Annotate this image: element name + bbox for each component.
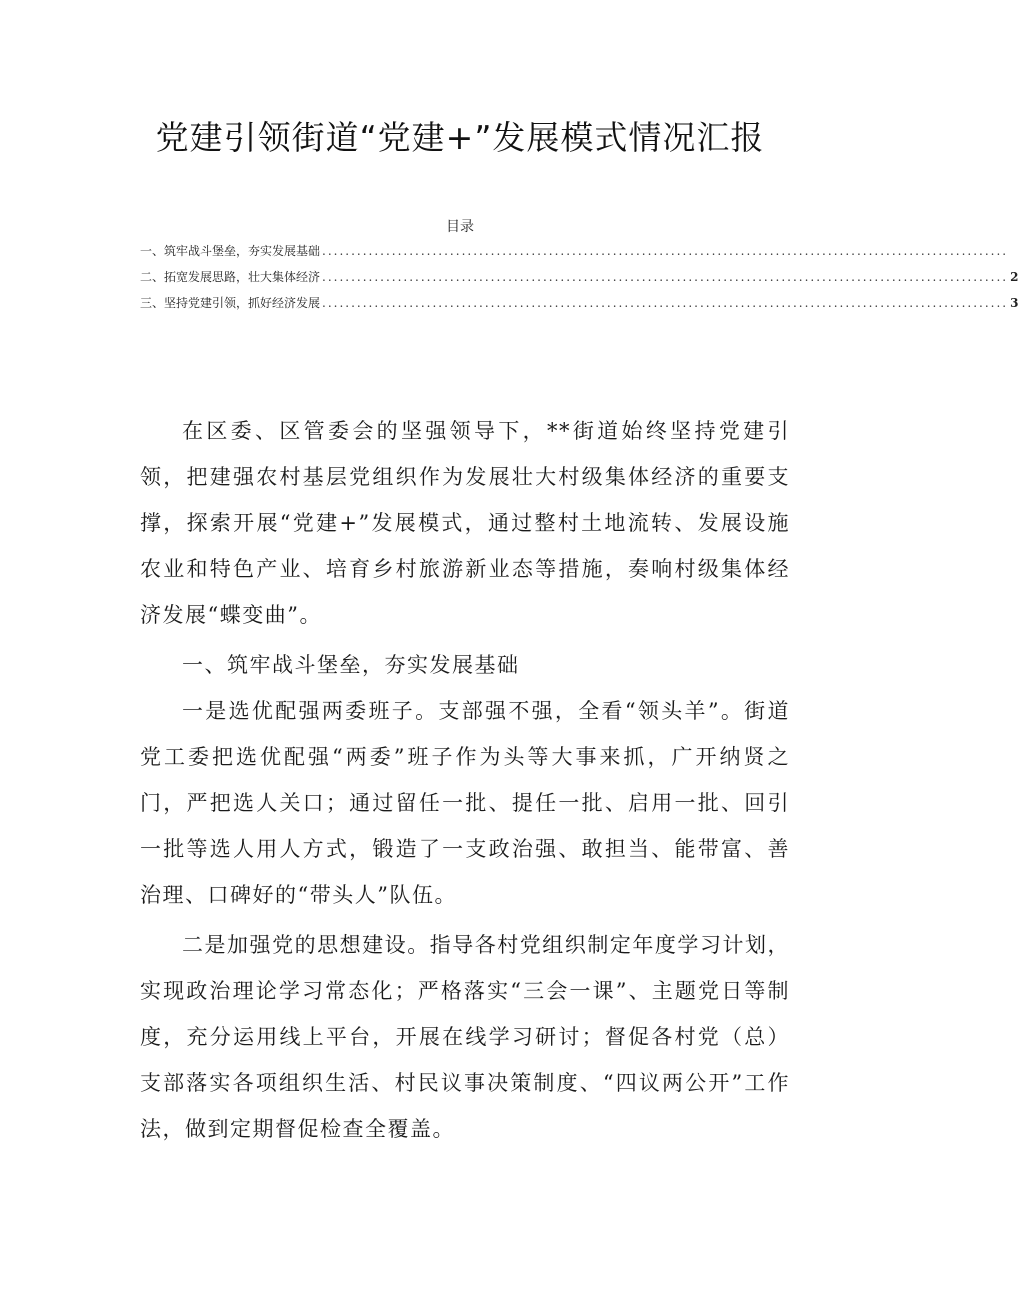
body-paragraph: 一是选优配强两委班子。支部强不强，全看“领头羊”。街道党工委把选优配强“两委”班子作为头等大事来抓，广开纳贤之门，严把选人关口；通过留任一批、提任一批、启用一批、回引一批等选人用人方式，锻造了一支政治强、敢担当、能带富、善治理、口碑好的“带头人”队伍。 (140, 699, 790, 907)
toc-entry-page: 2 (1010, 270, 1018, 284)
toc-entry-text: 一、筑牢战斗堡垒，夯实发展基础 (140, 244, 321, 258)
table-of-contents (140, 242, 1018, 320)
toc-entry[interactable] (140, 242, 1009, 268)
toc-entry-page: 3 (1010, 296, 1018, 310)
document-title: 党建引领街道“党建+”发展模式情况汇报 (155, 118, 765, 157)
toc-entry-text: 二、拓宽发展思路，壮大集体经济 (140, 270, 321, 284)
toc-leader-dots: ...................................................................................................................... (322, 244, 1009, 258)
body-paragraph: 二是加强党的思想建设。指导各村党组织制定年度学习计划，实现政治理论学习常态化；严格落实“三会一课”、主题党日等制度，充分运用线上平台，开展在线学习研讨；督促各村党（总）支部落实各项组织生活、村民议事决策制度、“四议两公开”工作法，做到定期督促检查全覆盖。 (140, 933, 790, 1141)
toc-leader-dots: ...................................................................................................................... (322, 270, 1009, 284)
toc-entry[interactable] (140, 294, 1018, 320)
toc-entry[interactable] (140, 268, 1018, 294)
toc-heading: 目录 (446, 219, 474, 235)
intro-paragraph: 在区委、区管委会的坚强领导下，**街道始终坚持党建引领，把建强农村基层党组织作为发展壮大村级集体经济的重要支撑，探索开展“党建+”发展模式，通过整村土地流转、发展设施农业和特色产业、培育乡村旅游新业态等措施，奏响村级集体经济发展“蝶变曲”。 (140, 419, 790, 627)
toc-entry-text: 三、坚持党建引领，抓好经济发展 (140, 296, 321, 310)
document-body (140, 408, 790, 1152)
section-heading: 一、筑牢战斗堡垒，夯实发展基础 (182, 653, 520, 677)
toc-leader-dots: ...................................................................................................................... (322, 296, 1009, 310)
